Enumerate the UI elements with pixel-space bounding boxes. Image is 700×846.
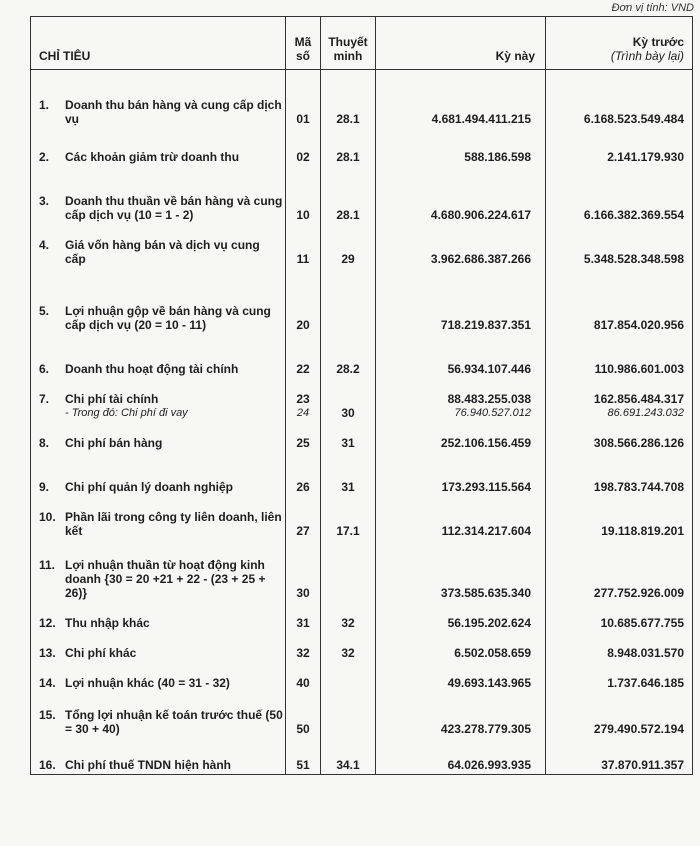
row-item [31,646,285,662]
row-item-cell [31,268,286,334]
row-note: 28.1 [336,112,360,126]
row-code-cell [286,378,321,422]
row-label-block [65,392,283,420]
row-code: 32 [296,646,310,660]
row-current-cell [376,224,546,268]
row-label-block [65,480,283,494]
row-code-cell [286,452,321,496]
row-note: 31 [341,480,355,494]
header-item: CHỈ TIÊU [31,17,286,70]
row-number: 7. [39,392,50,406]
row-code-cell [286,268,321,334]
row-code: 01 [296,112,310,126]
row-previous-value: 2.141.179.930 [607,150,684,164]
row-item-cell [31,166,286,224]
row-current-cell [376,422,546,452]
row-current-value: 6.502.058.659 [454,646,531,660]
header-code [286,17,321,70]
row-sub-code: 24 [296,407,310,419]
row-previous-value: 817.854.020.956 [593,318,684,332]
row-previous-cell [546,378,693,422]
row-previous-cell [546,78,693,128]
row-code: 11 [296,252,310,266]
row-sub-previous-value: 86.691.243.032 [607,407,684,419]
table-row [31,268,693,334]
table-row [31,692,693,738]
row-current-cell [376,378,546,422]
row-label-block [65,98,283,126]
row-item [31,676,285,692]
row-label: Lợi nhuận thuần từ hoạt động kinh doanh {30 = 20 +21 + 22 - (23 + 25 + 26)} [65,558,266,600]
row-current-cell [376,128,546,166]
row-previous-cell [546,632,693,662]
row-note: 32 [341,646,355,660]
row-code-cell [286,738,321,774]
row-current-value: 173.293.115.564 [441,480,531,494]
row-number: 11. [39,558,56,572]
row-item-cell [31,378,286,422]
row-note-cell [321,662,376,692]
row-item [31,304,285,334]
row-label-block [65,362,283,376]
row-note: 28.2 [336,362,360,376]
row-current-value: 373.585.635.340 [440,586,531,600]
row-number: 13. [39,646,56,660]
row-previous-value: 1.737.646.185 [607,676,684,690]
row-previous-value: 6.166.382.369.554 [583,208,684,222]
row-current-value: 88.483.255.038 [447,392,531,406]
row-current-value: 588.186.598 [464,150,531,164]
row-item-cell [31,692,286,738]
table-row [31,78,693,128]
row-label-block [65,708,283,736]
row-label: Các khoản giảm trừ doanh thu [65,150,240,164]
row-previous-cell [546,738,693,774]
row-number: 4. [39,238,50,252]
row-code: 40 [296,676,310,690]
header-code-line2: số [295,49,310,63]
row-code: 10 [296,208,310,222]
row-item-cell [31,452,286,496]
row-label: Chi phí thuế TNDN hiện hành [65,757,231,772]
row-number: 9. [39,480,50,494]
table-row [31,128,693,166]
row-code-cell [286,128,321,166]
row-number: 3. [39,194,50,208]
row-item-cell [31,334,286,378]
spacer-cell [546,70,693,79]
table-row [31,632,693,662]
row-item-cell [31,540,286,602]
row-previous-cell [546,662,693,692]
row-label-block [65,304,283,332]
row-label: Lợi nhuận khác (40 = 31 - 32) [65,676,230,690]
row-previous-value: 277.752.926.009 [593,586,684,600]
row-item [31,510,285,540]
row-code: 20 [296,318,310,332]
row-number: 15. [39,708,56,722]
currency-unit-note: Đơn vị tính: VND [611,2,694,14]
row-note-cell [321,602,376,632]
row-note-cell [321,452,376,496]
row-previous-value: 6.168.523.549.484 [583,112,684,126]
row-item [31,616,285,632]
row-code-cell [286,496,321,540]
table-row [31,662,693,692]
row-item-cell [31,224,286,268]
row-current-cell [376,78,546,128]
table-row [31,602,693,632]
row-item-cell [31,78,286,128]
spacer-cell [31,70,286,79]
row-note-cell [321,224,376,268]
row-note-cell [321,632,376,662]
row-code-cell [286,224,321,268]
row-previous-cell [546,540,693,602]
row-previous-value: 37.870.911.357 [601,757,684,772]
row-label: Giá vốn hàng bán và dịch vụ cung cấp [65,238,260,266]
row-number: 16. [39,757,56,772]
row-code: 31 [296,616,310,630]
table-row [31,452,693,496]
row-current-value: 423.278.779.305 [440,722,531,736]
header-code-line1: Mã [294,35,312,49]
row-note-cell [321,78,376,128]
row-item-cell [31,422,286,452]
row-number: 14. [39,676,56,690]
row-current-cell [376,496,546,540]
row-item-cell [31,738,286,774]
row-label-block [65,436,283,450]
row-current-cell [376,452,546,496]
row-label-block [65,646,283,660]
row-note: 32 [341,616,355,630]
row-code: 22 [296,362,310,376]
row-current-value: 3.962.686.387.266 [430,252,531,266]
row-code-cell [286,602,321,632]
row-label: Lợi nhuận gộp về bán hàng và cung cấp dịch vụ (20 = 10 - 11) [65,304,271,332]
row-note-cell [321,422,376,452]
row-previous-value: 198.783.744.708 [593,480,684,494]
row-current-cell [376,334,546,378]
row-current-value: 4.680.906.224.617 [430,208,531,222]
row-previous-cell [546,496,693,540]
row-code: 25 [296,436,310,450]
row-code-cell [286,166,321,224]
row-note-cell [321,268,376,334]
row-item [31,238,285,268]
row-current-cell [376,166,546,224]
row-current-cell [376,602,546,632]
row-current-value: 64.026.993.935 [447,757,531,772]
row-label: Chi phí khác [65,646,137,660]
row-previous-cell [546,224,693,268]
row-current-value: 56.934.107.446 [447,362,531,376]
row-code-cell [286,540,321,602]
header-previous-label: Kỳ trước [632,35,684,49]
row-note: 30 [341,406,355,420]
row-label: Doanh thu bán hàng và cung cấp dịch vụ [65,98,282,126]
row-previous-cell [546,166,693,224]
row-label: Chi phí bán hàng [65,436,163,450]
row-previous-cell [546,602,693,632]
row-previous-value: 10.685.677.755 [600,616,684,630]
row-sub-label: - Trong đó: Chi phí đi vay [65,407,188,419]
row-item [31,194,285,224]
row-item [31,708,285,738]
row-label: Phần lãi trong công ty liên doanh, liên kết [65,510,282,538]
row-label-block [65,238,283,266]
row-note: 28.1 [336,208,360,222]
row-label-block [65,510,283,538]
row-label-block [65,616,283,630]
row-current-cell [376,738,546,774]
row-item [31,362,285,378]
row-previous-cell [546,334,693,378]
row-previous-value: 5.348.528.348.598 [583,252,684,266]
row-item [31,392,285,422]
table-row [31,224,693,268]
row-code: 23 [296,392,310,406]
row-note-cell [321,334,376,378]
row-item [31,758,285,774]
table-row [31,166,693,224]
row-note-cell [321,128,376,166]
row-label: Doanh thu thuần về bán hàng và cung cấp dịch vụ (10 = 1 - 2) [65,194,283,222]
row-previous-cell [546,268,693,334]
row-previous-cell [546,452,693,496]
header-previous-period [546,17,693,70]
row-number: 8. [39,436,50,450]
row-note: 17.1 [336,524,360,538]
row-code: 26 [296,480,310,494]
row-previous-cell [546,422,693,452]
table-row [31,422,693,452]
row-item-cell [31,662,286,692]
row-label: Doanh thu hoạt động tài chính [65,362,239,376]
row-label-block [65,676,283,690]
row-current-value: 56.195.202.624 [447,616,531,630]
row-current-value: 4.681.494.411.215 [431,112,531,126]
spacer-cell [321,70,376,79]
row-item [31,558,285,602]
row-note-cell [321,166,376,224]
row-item [31,480,285,496]
row-note: 34.1 [336,757,360,772]
row-note-cell [321,540,376,602]
row-current-value: 49.693.143.965 [447,676,531,690]
row-note-cell [321,738,376,774]
row-note-cell [321,378,376,422]
row-item-cell [31,632,286,662]
row-code-cell [286,422,321,452]
header-current-period: Kỳ này [376,17,546,70]
row-item [31,150,285,166]
row-previous-value: 110.986.601.003 [594,362,684,376]
row-code: 30 [296,586,310,600]
row-code: 50 [296,722,310,736]
row-number: 10. [39,510,56,524]
table-row [31,378,693,422]
row-note: 31 [341,436,355,450]
spacer-cell [376,70,546,79]
row-note: 29 [341,252,355,266]
header-note-line1: Thuyết [328,35,368,49]
row-code-cell [286,78,321,128]
header-note-line2: minh [333,49,363,63]
row-current-cell [376,268,546,334]
row-current-value: 112.314.217.604 [441,524,531,538]
row-note-cell [321,692,376,738]
row-current-value: 718.219.837.351 [440,318,531,332]
row-item [31,436,285,452]
row-code-cell [286,662,321,692]
row-current-value: 252.106.156.459 [440,436,531,450]
row-code: 51 [296,757,310,772]
row-previous-value: 8.948.031.570 [607,646,684,660]
table-spacer-row [31,70,693,79]
income-statement-table [30,16,693,775]
row-label-block [65,150,283,164]
header-note [321,17,376,70]
row-current-cell [376,692,546,738]
row-item-cell [31,496,286,540]
row-note: 28.1 [336,150,360,164]
row-sub-current-value: 76.940.527.012 [454,407,531,419]
row-code-cell [286,334,321,378]
row-code: 02 [296,150,310,164]
row-item-cell [31,602,286,632]
row-label-block [65,758,283,772]
table-row [31,496,693,540]
row-number: 5. [39,304,50,318]
row-code-cell [286,632,321,662]
row-code: 27 [296,524,310,538]
table-row [31,334,693,378]
table-row [31,738,693,774]
row-previous-value: 308.566.286.126 [593,436,684,450]
spacer-cell [286,70,321,79]
row-label-block [65,194,283,222]
row-previous-value: 19.118.819.201 [601,524,684,538]
row-item-cell [31,128,286,166]
row-current-cell [376,662,546,692]
row-label-block [65,558,283,600]
row-previous-value: 162.856.484.317 [593,392,684,406]
row-label: Thu nhập khác [65,616,150,630]
row-number: 2. [39,150,50,164]
row-number: 1. [39,98,50,112]
table-header-row [31,17,693,70]
table-body [31,70,693,775]
row-code-cell [286,692,321,738]
row-label: Tổng lợi nhuận kế toán trước thuế (50 = 30 + 40) [65,708,283,736]
row-previous-cell [546,128,693,166]
header-previous-sub: (Trình bày lại) [610,49,684,63]
row-previous-cell [546,692,693,738]
row-label: Chi phí quản lý doanh nghiệp [65,480,233,494]
row-number: 6. [39,362,50,376]
table-row [31,540,693,602]
row-label: Chi phí tài chính [65,392,159,406]
row-item [31,98,285,128]
row-number: 12. [39,616,56,630]
row-current-cell [376,632,546,662]
row-current-cell [376,540,546,602]
row-note-cell [321,496,376,540]
row-previous-value: 279.490.572.194 [593,722,684,736]
